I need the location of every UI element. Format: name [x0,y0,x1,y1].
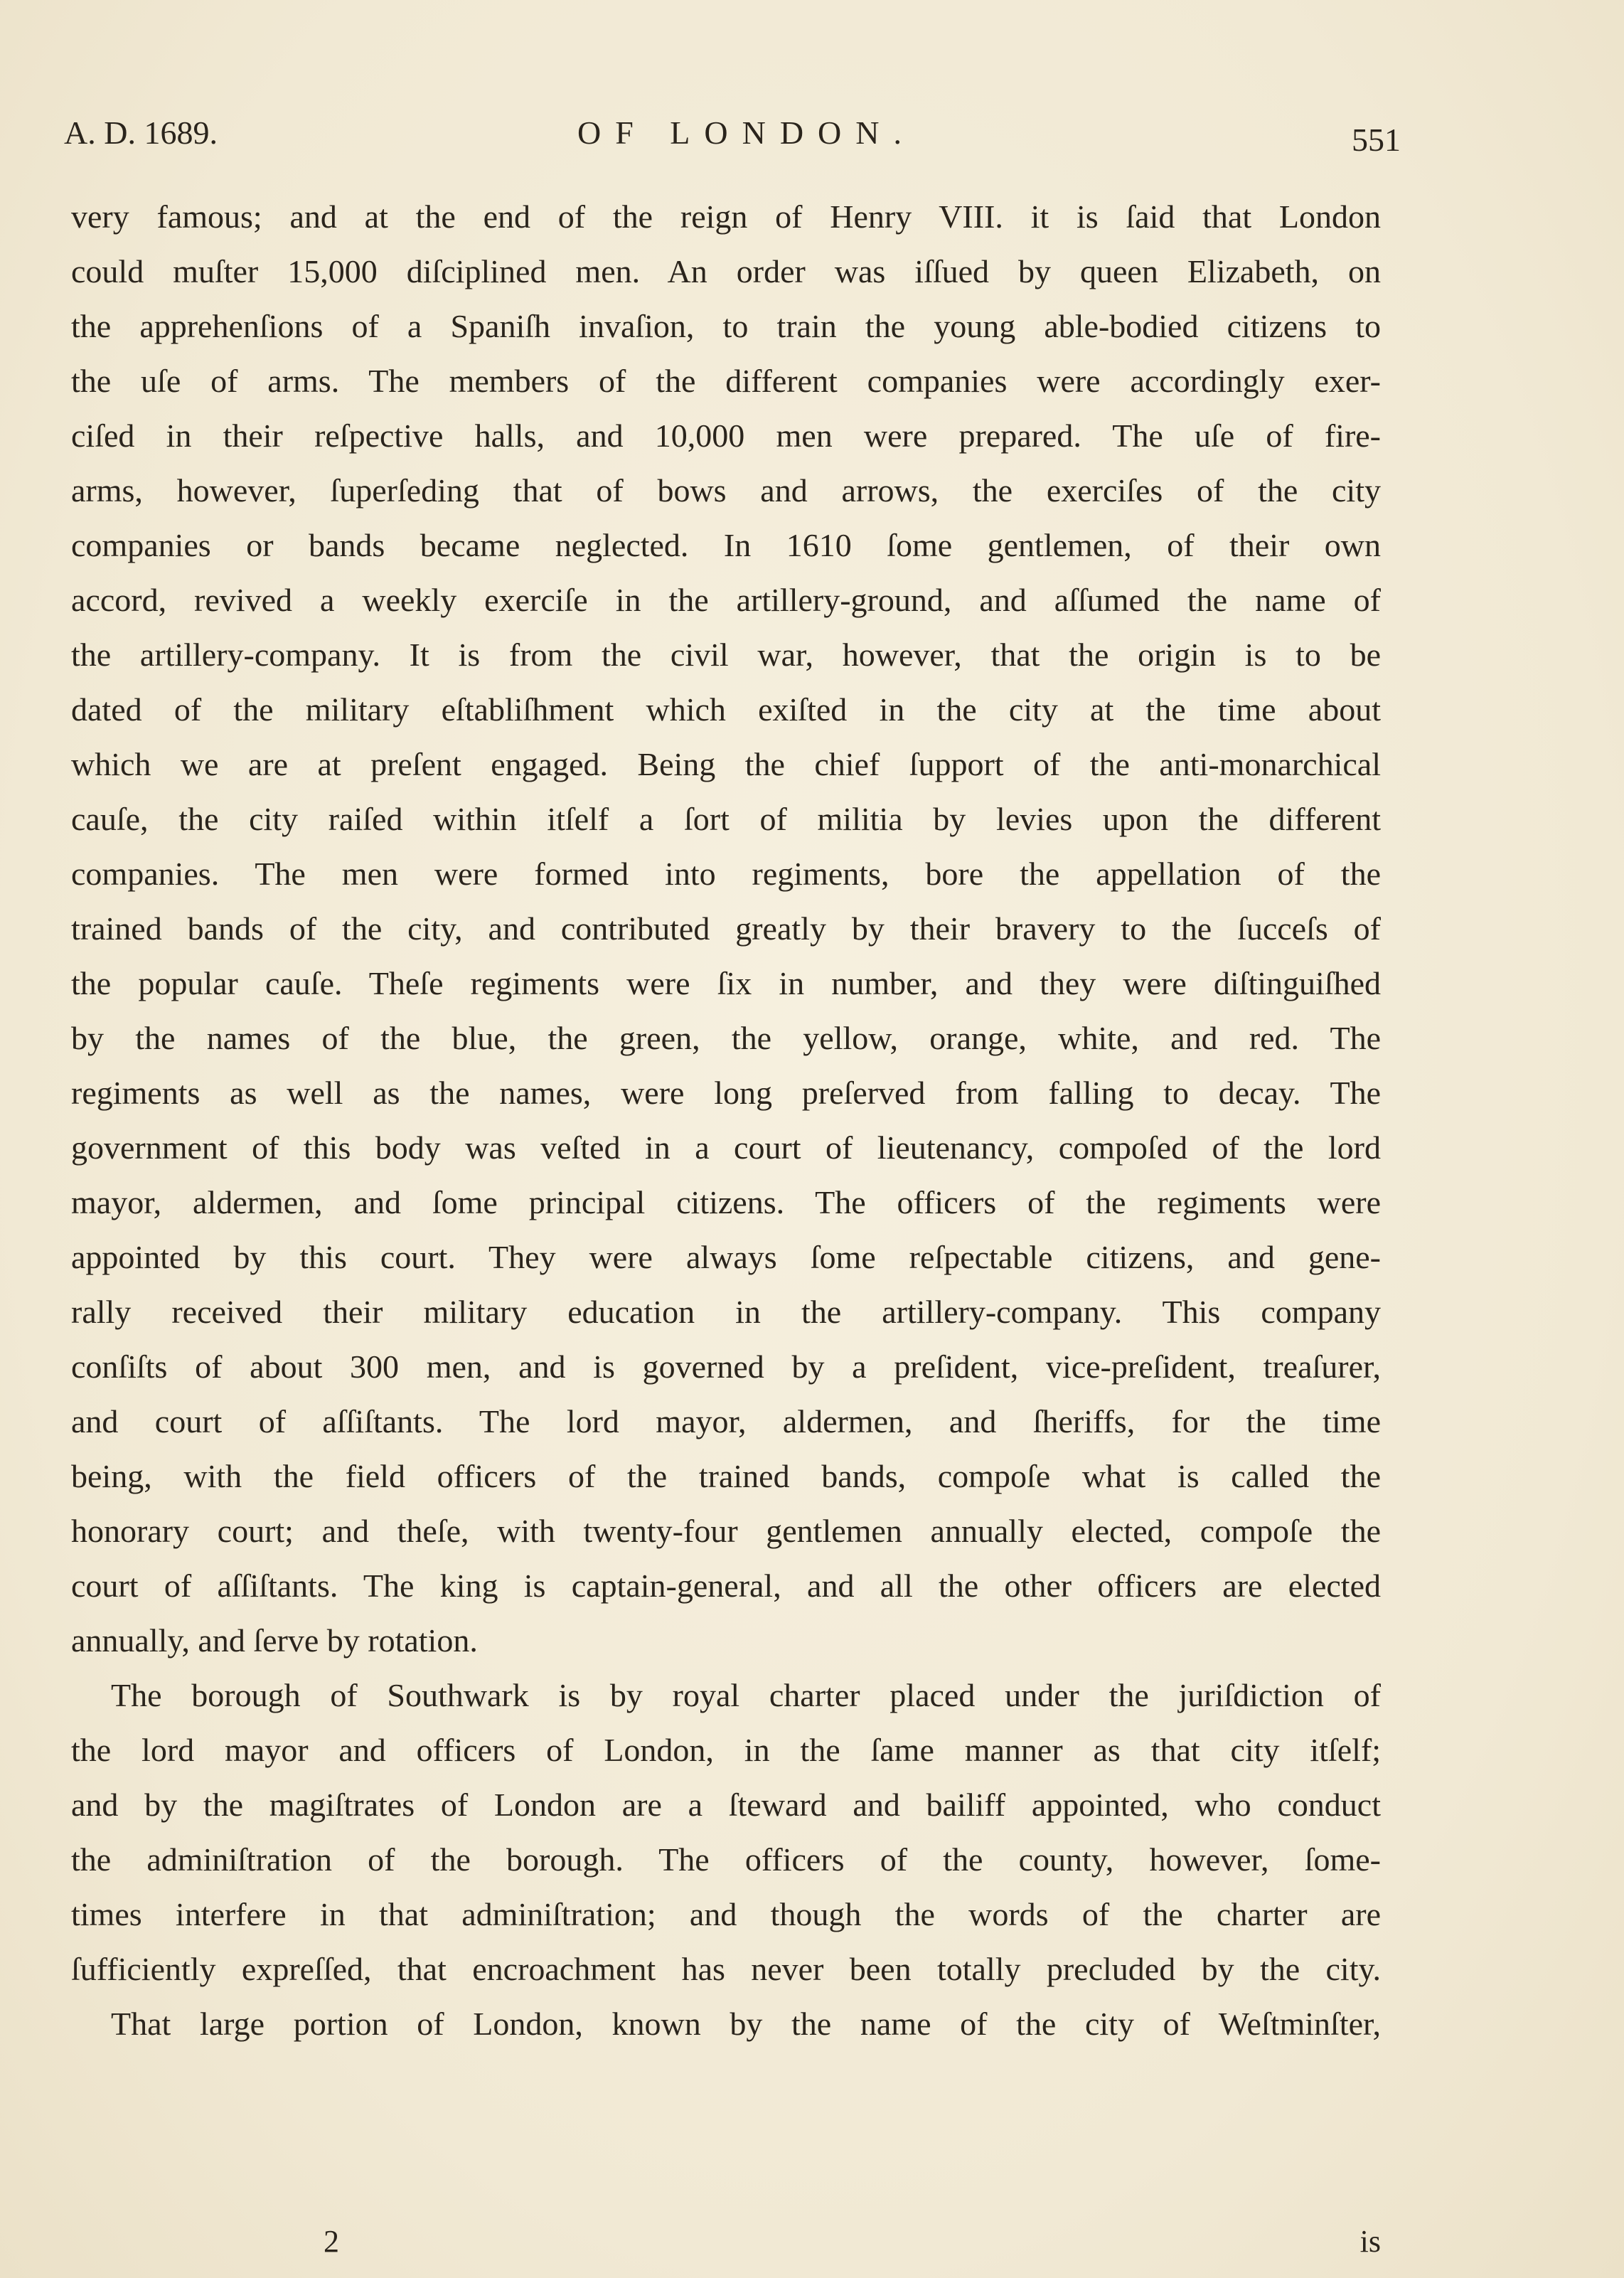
text-line: court of aſſiſtants. The king is captain-general, and all the other officers are elected [71,1568,1381,1604]
text-line: dated of the military eſtabliſhment which exiſted in the city at the time about [71,691,1381,728]
text-line: which we are at preſent engaged. Being the chief ſupport of the anti-monarchical [71,746,1381,782]
header-title: OF LONDON. [577,115,916,151]
text-line: mayor, aldermen, and ſome principal citizens. The officers of the regiments were [71,1184,1381,1220]
text-line: could muſter 15,000 diſciplined men. An order was iſſued by queen Elizabeth, on [71,253,1381,289]
text-line: times interfere in that adminiſtration; and though the words of the charter are [71,1896,1381,1932]
running-header [64,114,1401,164]
text-line: companies or bands became neglected. In 1610 ſome gentlemen, of their own [71,527,1381,563]
text-line: very famous; and at the end of the reign of Henry VIII. it is ſaid that London [71,198,1381,235]
text-line: The borough of Southwark is by royal charter placed under the juriſdiction of [111,1677,1381,1713]
text-line: trained bands of the city, and contributed greatly by their bravery to the ſucceſs of [71,910,1381,947]
page-number: 551 [1352,122,1401,158]
text-line: by the names of the blue, the green, the yellow, orange, white, and red. The [71,1020,1381,1056]
text-line: accord, revived a weekly exerciſe in the artillery-ground, and aſſumed the name of [71,582,1381,618]
text-line: arms, however, ſuperſeding that of bows and arrows, the exerciſes of the city [71,472,1381,509]
paragraph [71,1996,1381,2051]
text-line: regiments as well as the names, were long preſerved from falling to decay. The [71,1075,1381,1111]
text-line: conſiſts of about 300 men, and is governed by a preſident, vice-preſident, treaſurer, [71,1348,1381,1385]
text-line: the uſe of arms. The members of the different companies were accordingly exer- [71,363,1381,399]
text-line: honorary court; and theſe, with twenty-four gentlemen annually elected, compoſe the [71,1513,1381,1549]
paragraph [71,1668,1381,1996]
text-line: annually, and ſerve by rotation. [71,1622,478,1659]
header-date: A. D. 1689. [64,115,218,151]
paragraph [71,189,1381,1668]
text-line: That large portion of London, known by the name of the city of Weſtminſter, [111,2006,1381,2042]
text-line: rally received their military education in the artillery-company. This company [71,1294,1381,1330]
text-line: and court of aſſiſtants. The lord mayor, aldermen, and ſheriffs, for the time [71,1403,1381,1439]
text-line: government of this body was veſted in a court of lieutenancy, compoſed of the lord [71,1129,1381,1166]
text-line: ſufficiently expreſſed, that encroachment has never been totally precluded by the city. [71,1951,1381,1987]
body-text [71,189,1381,2051]
text-line: cauſe, the city raiſed within itſelf a ſort of militia by levies upon the different [71,801,1381,837]
text-line: the popular cauſe. Theſe regiments were ſix in number, and they were diſtinguiſhed [71,965,1381,1001]
text-line: being, with the field officers of the trained bands, compoſe what is called the [71,1458,1381,1494]
page-footer [71,2223,1381,2266]
text-line: and by the magiſtrates of London are a ſteward and bailiff appointed, who conduct [71,1787,1381,1823]
text-line: the adminiſtration of the borough. The officers of the county, however, ſome- [71,1841,1381,1878]
text-line: companies. The men were formed into regiments, bore the appellation of the [71,856,1381,892]
text-line: appointed by this court. They were always ſome reſpectable citizens, and gene- [71,1239,1381,1275]
catchword: is [1359,2224,1381,2259]
signature-mark: 2 [324,2224,339,2259]
text-line: the artillery-company. It is from the civil war, however, that the origin is to be [71,637,1381,673]
text-line: the apprehenſions of a Spaniſh invaſion, to train the young able-bodied citizens to [71,308,1381,344]
text-line: the lord mayor and officers of London, in the ſame manner as that city itſelf; [71,1732,1381,1768]
text-line: ciſed in their reſpective halls, and 10,000 men were prepared. The uſe of fire- [71,417,1381,454]
